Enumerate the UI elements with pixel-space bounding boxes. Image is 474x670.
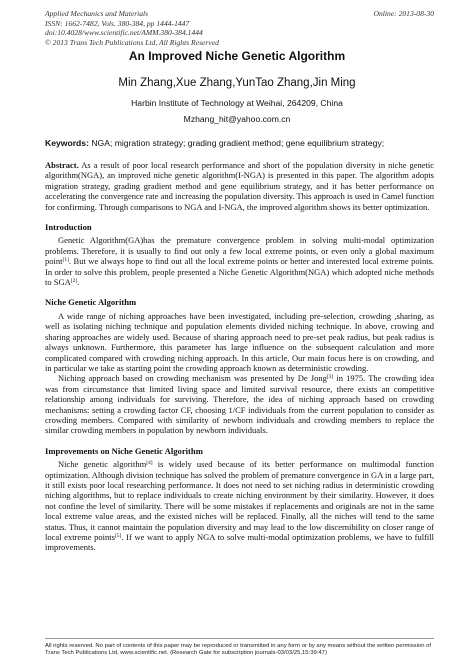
improve-text-a: Niche genetic algorithm [58, 459, 147, 470]
citation-ref: [4] [146, 460, 153, 467]
paper-body [45, 160, 434, 553]
citation-ref: [2] [70, 278, 78, 285]
improve-paragraph [45, 459, 434, 553]
keywords-text: NGA; migration strategy; grading gradient method; gene equilibrium strategy; [88, 138, 385, 148]
niche-paragraph-1: A wide range of niching approaches have been investigated, including pre-selection, crowding ,sharing, as well as isolating niching technique and population elements divided niching technique. In above, crowing and sharing approaches are widely used. Because of sharing approach need to pre-set peak radius, but peak radius is always unknown. Furthermore, this parameter has large influence on the subsequent calculation and more complicated compared with crowding niching approach. In this article, Our main focus here is on crowding, and in particular we take as starting point the crowding approach known as deterministic crowding. [45, 310, 434, 373]
citation-ref: [1] [62, 257, 69, 264]
page-header [45, 9, 434, 47]
citation-ref: [3] [326, 374, 334, 381]
copyright-line: © 2013 Trans Tech Publications Ltd, All Rights Reserved [45, 37, 219, 47]
online-date: Online: 2013-08-30 [373, 9, 434, 18]
paper-title: An Improved Niche Genetic Algorithm [128, 49, 346, 63]
abstract [45, 160, 434, 212]
copyright-footer: All rights reserved. No part of contents of this paper may be reproduced or transmitted in any form or by any means without the written permission of Trans Tech Publications Ltd, www.scientific.net. (Research Gate for subscription journals-03/03/25,15:39:47) [45, 643, 432, 657]
intro-text-c: . [77, 277, 80, 288]
doi-line: doi:10.4028/www.scientific.net/AMM.380-384.1444 [45, 28, 203, 38]
intro-paragraph [45, 235, 434, 287]
citation-ref: [5] [114, 533, 122, 539]
intro-text-a: Genetic Algorithm(GA)has the premature convergence problem in solving multi-modal optimization problems. Therefore, it is usually to find out only a few local extreme points, or even only a global maximum point [45, 235, 434, 267]
footer-divider [45, 638, 434, 639]
keywords-label: Keywords: [45, 138, 89, 148]
improve-text-b: is widely used because of its better performance on multimodal function optimization. Although division technique has solved the problem of premature convergence in GA in a large part, it still exists poor local researching performance. It does not need to set niching radius in deterministic crowding niching algorithms, but to replace individuals to create niching environment by their similarity. However, it does not confine the level of similarity. There will be some mistakes if replacements and originals are not in the same local extreme value areas, and the existed niches will be replaced. Finally, all the niches will tend to the same status. Thus, it cannot maintain the population diversity and may lead to the low discernibility on closer range of local extreme points [45, 459, 434, 542]
issn-line: ISSN: 1662-7482, Vols. 380-384, pp 1444-1447 [45, 18, 190, 28]
section-heading-introduction: Introduction [45, 222, 92, 233]
author-list: Min Zhang,Xue Zhang,YunTao Zhang,Jin Ming [118, 77, 356, 89]
affiliation: Harbin Institute of Technology at Weihai, 264209, China [131, 98, 343, 108]
intro-text-b: . But we always hope to find out all the local extreme points or better and interested local extreme points. In order to solve this problem, people presented a Niche Genetic Algorithm(NGA) which adopted niche methods to SGA [45, 256, 434, 288]
abstract-text: As a result of poor local research performance and short of the population diversity in niche genetic algorithm(NGA), an improved niche genetic algorithm(I-NGA) is presented in this paper. The algorithm adopts migration strategy, grading gradient method and gene equilibrium strategy, and it has better performance on accelerating the convergence rate and increasing the population diversity. This approach is used in Camel function for confirming. Through comparisons to NGA and I-NGA, the improved algorithm shows its better optimization. [45, 160, 434, 212]
keywords [45, 138, 434, 149]
abstract-label: Abstract. [45, 160, 79, 170]
niche-text-b: in 1975. The crowding idea was from circumstance that limited living space and limited survival resource, there exists an competitive relationship among individuals for surviving. Therefore, the idea of niching approach based on crowding mechanisms: setting a crowding factor CF, choosing 1/CF individuals from the current population to consider as crowding members. Compared with similarity of newborn individuals and crowding members to replace the similar crowding members in population by newborn individuals. [45, 373, 434, 436]
section-heading-niche: Niche Genetic Algorithm [45, 297, 137, 308]
improve-text-c: . If we want to apply NGA to solve multi-modal optimization problems, we have to fulfill improvements. [45, 532, 434, 553]
niche-paragraph-2 [45, 373, 434, 435]
niche-text-a: Niching approach based on crowding mechanism was presented by De Jong [58, 373, 327, 384]
author-email: Mzhang_hit@yahoo.com.cn [183, 114, 291, 124]
section-heading-improvements: Improvements on Niche Genetic Algorithm [45, 445, 203, 456]
journal-name: Applied Mechanics and Materials [45, 9, 149, 18]
